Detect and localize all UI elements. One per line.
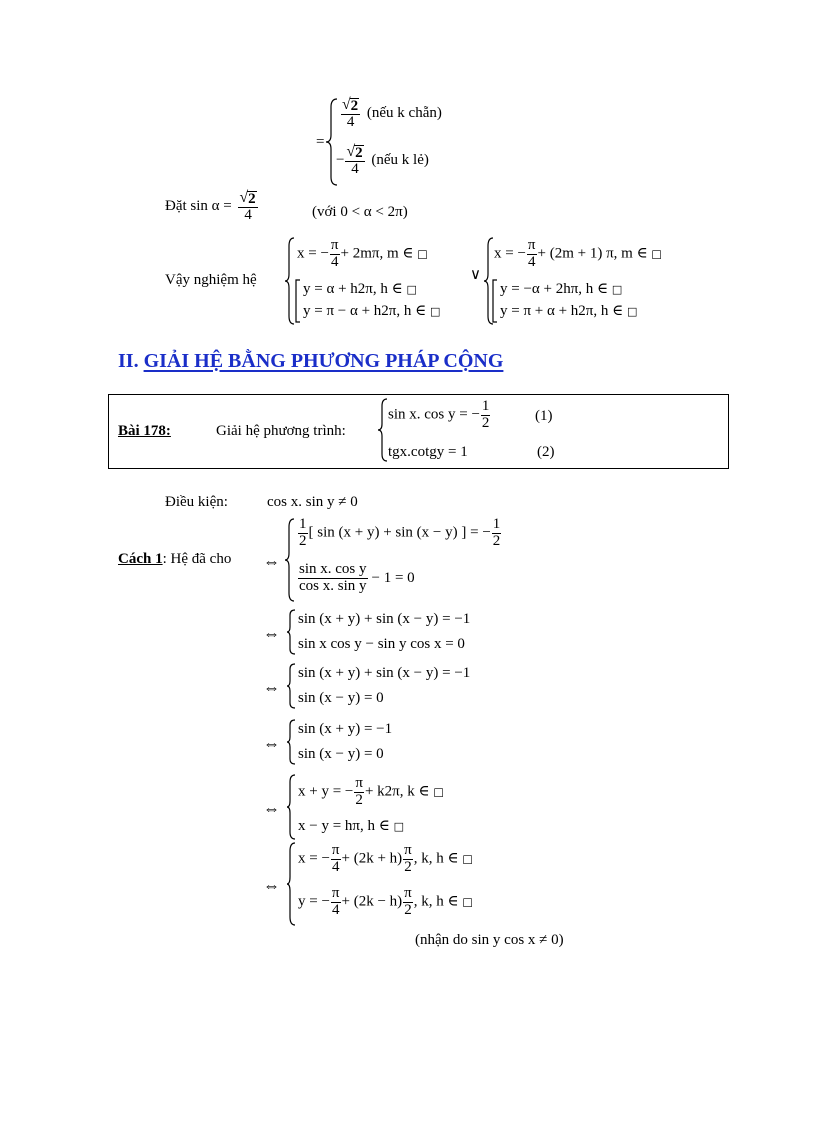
condition-label: Điều kiện: xyxy=(165,494,228,510)
method1-label-line xyxy=(118,552,231,567)
iff-step6: ⇔ xyxy=(263,876,280,895)
step3-brace xyxy=(286,663,296,709)
step1-brace xyxy=(284,517,296,603)
section-heading xyxy=(118,350,503,373)
solution-label: Vậy nghiệm hệ xyxy=(165,272,257,288)
set-sin-condition: (với 0 < α < 2π) xyxy=(312,204,408,220)
method1-label: Cách 1 xyxy=(118,551,163,567)
case-even-value: √ 2 4 (nếu k chẵn) xyxy=(342,96,442,130)
step6-eq-b: y = − $\frac{\pi}{4}$ + (2k − h) $\frac{\pi}{2}$ , k, h ∈ □ xyxy=(298,885,473,918)
case-even-label: (nếu k chẵn) xyxy=(366,105,442,122)
step6-brace xyxy=(286,842,296,926)
step2-brace xyxy=(286,609,296,655)
iff-step5: ⇔ xyxy=(263,799,280,818)
step2-eq-a: sin (x + y) + sin (x − y) = −1 xyxy=(298,611,471,627)
problem-instruction: Giải hệ phương trình: xyxy=(216,423,346,439)
section-number: II. xyxy=(118,350,139,372)
solution-left-y1: y = α + h2π, h ∈ □ xyxy=(303,281,417,297)
iff-step1: ⇔ xyxy=(263,552,280,571)
solution-left-bracket xyxy=(295,279,301,323)
problem-eq1-tag: (1) xyxy=(535,408,553,424)
step1-eq-a: $\frac{1}{2}$ [ sin (x + y) + sin (x − y) ] = − $\frac{1}{2}$ xyxy=(299,516,501,549)
solution-left-y2: y = π − α + h2π, h ∈ □ xyxy=(303,303,441,319)
accept-note: (nhận do sin y cos x ≠ 0) xyxy=(415,932,564,948)
step4-brace xyxy=(286,719,296,765)
solution-right-bracket xyxy=(492,279,498,323)
step4-eq-a: sin (x + y) = −1 xyxy=(298,721,393,737)
step6-eq-a: x = − $\frac{\pi}{4}$ + (2k + h) $\frac{\pi}{2}$ , k, h ∈ □ xyxy=(298,842,473,875)
case-odd-label: (nếu k lẻ) xyxy=(371,152,429,169)
iff-step4: ⇔ xyxy=(263,734,280,753)
problem-eq2: tgx.cotgy = 1 xyxy=(388,444,468,460)
step3-eq-a: sin (x + y) + sin (x − y) = −1 xyxy=(298,665,471,681)
solution-right-x: x = − $\frac{\pi}{4}$ + (2m + 1) π, m ∈ □ xyxy=(494,237,662,270)
iff-step3: ⇔ xyxy=(263,678,280,697)
step3-eq-b: sin (x − y) = 0 xyxy=(298,690,384,706)
solution-left-x: x = − $\frac{\pi}{4}$ + 2mπ, m ∈ □ xyxy=(297,237,428,270)
or-symbol: ∨ xyxy=(470,267,481,283)
step2-eq-b: sin x cos y − sin y cos x = 0 xyxy=(298,636,465,652)
step5-brace xyxy=(286,774,296,840)
solution-right-y1: y = −α + 2hπ, h ∈ □ xyxy=(500,281,623,297)
solution-right-y2: y = π + α + h2π, h ∈ □ xyxy=(500,303,638,319)
iff-step2: ⇔ xyxy=(263,624,280,643)
equals-sign: = xyxy=(316,134,325,150)
problem-eq2-tag: (2) xyxy=(537,444,555,460)
condition-expr: cos x. sin y ≠ 0 xyxy=(267,494,358,510)
problem-eq1: sin x. cos y = − $\frac{1}{2}$ xyxy=(388,398,490,431)
method1-suffix: : Hệ đã cho xyxy=(162,551,232,567)
set-sin-line: Đặt sin α = √ 2 4 xyxy=(165,189,256,223)
problem-label: Bài 178: xyxy=(118,423,171,439)
section-title: GIẢI HỆ BẰNG PHƯƠNG PHÁP CỘNG xyxy=(143,350,504,372)
case-odd-value: − √ 2 4 (nếu k lẻ) xyxy=(336,143,429,177)
step4-eq-b: sin (x − y) = 0 xyxy=(298,746,384,762)
step1-eq-b: $\frac{\text{sin x. cos y}}{\text{cos x. sin y}}$ − 1 = 0 xyxy=(299,561,415,594)
step5-eq-a: x + y = − $\frac{\pi}{2}$ + k2π, k ∈ □ xyxy=(298,775,444,808)
step5-eq-b: x − y = hπ, h ∈ □ xyxy=(298,818,405,834)
